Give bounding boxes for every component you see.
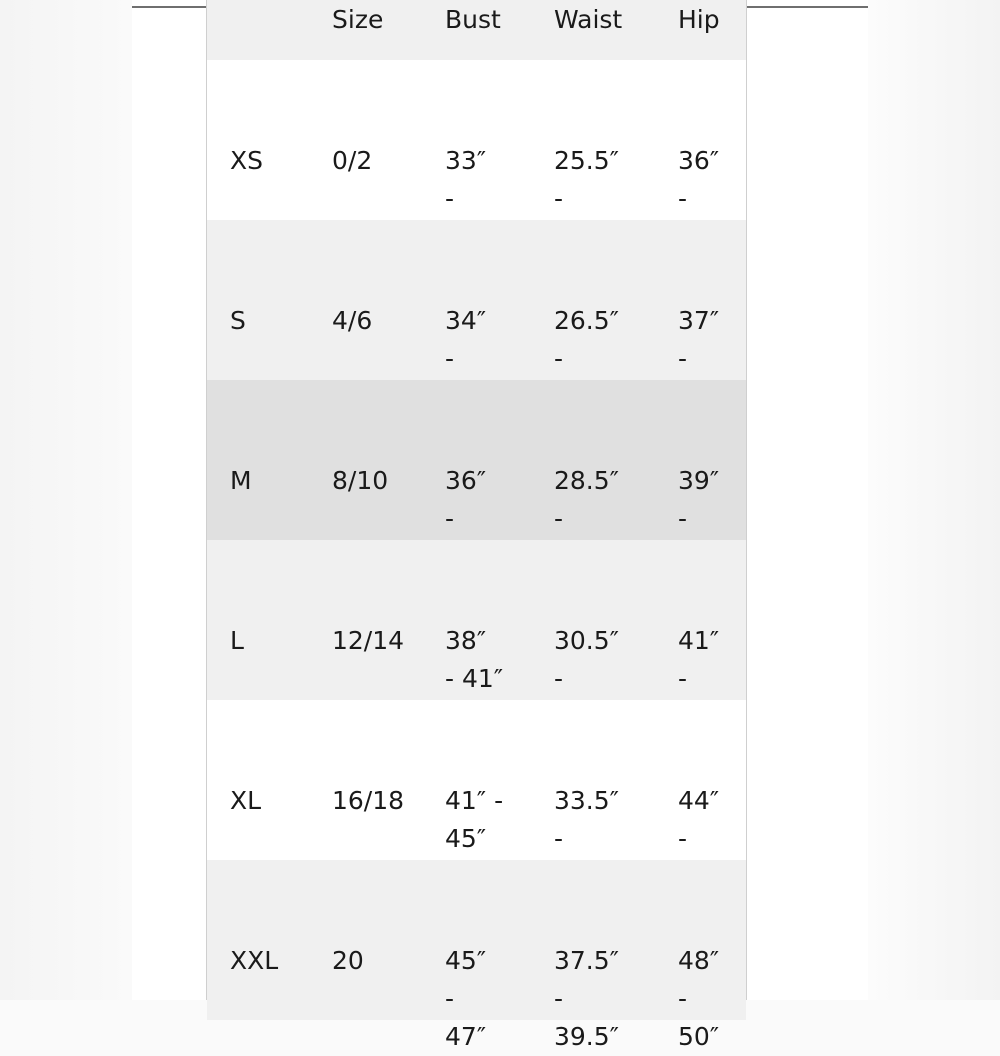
table-row: [207, 60, 746, 220]
row-size-number: 0/2: [332, 146, 373, 175]
table-row: [207, 220, 746, 380]
row-hip: 39″ -: [678, 466, 720, 533]
row-bust: 38″ - 41″: [445, 626, 504, 693]
row-hip: 41″ -: [678, 626, 720, 693]
table-row: [207, 860, 746, 1051]
header-bust: Bust: [445, 5, 501, 34]
row-hip: 44″ -: [678, 786, 720, 853]
row-size-label: S: [230, 306, 246, 335]
header-size: Size: [332, 5, 384, 34]
table-row: [207, 380, 746, 540]
table-header-row: [207, 0, 746, 60]
row-waist: 33.5″ -: [554, 786, 620, 853]
row-hip: 37″ -: [678, 306, 720, 373]
background-right: [868, 0, 1000, 1000]
row-size-label: L: [230, 626, 244, 655]
row-size-label: M: [230, 466, 252, 495]
row-size-label: XL: [230, 786, 262, 815]
table-row: [207, 700, 746, 860]
row-waist: 25.5″ -: [554, 146, 620, 213]
row-size-label: XXL: [230, 946, 279, 975]
row-size-label: XS: [230, 146, 263, 175]
background-left: [0, 0, 132, 1000]
header-waist: Waist: [554, 5, 623, 34]
row-bust: 41″ - 45″: [445, 786, 504, 853]
row-size-number: 12/14: [332, 626, 405, 655]
row-waist: 28.5″ -: [554, 466, 620, 533]
row-size-number: 16/18: [332, 786, 405, 815]
size-chart-table: [206, 0, 747, 1051]
row-waist: 30.5″ -: [554, 626, 620, 693]
row-bust: 34″ -: [445, 306, 487, 373]
header-hip: Hip: [678, 5, 720, 34]
table-row: [207, 540, 746, 700]
row-waist: 37.5″ - 39.5″: [554, 946, 620, 1051]
row-bust: 33″ -: [445, 146, 487, 213]
row-bust: 36″ -: [445, 466, 487, 533]
row-waist: 26.5″ -: [554, 306, 620, 373]
row-size-number: 4/6: [332, 306, 373, 335]
row-size-number: 8/10: [332, 466, 389, 495]
row-hip: 48″ - 50″: [678, 946, 720, 1051]
row-size-number: 20: [332, 946, 364, 975]
row-hip: 36″ -: [678, 146, 720, 213]
row-bust: 45″ - 47″: [445, 946, 487, 1051]
